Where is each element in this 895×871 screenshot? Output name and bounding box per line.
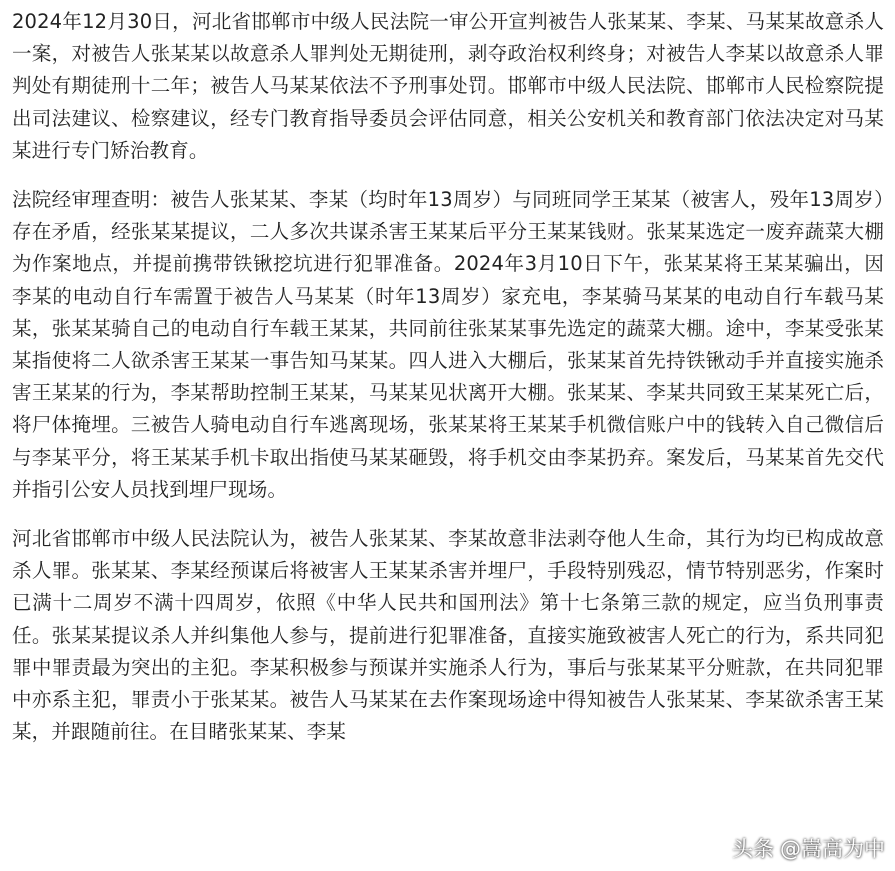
- paragraph-court-opinion: 河北省邯郸市中级人民法院认为，被告人张某某、李某故意非法剥夺他人生命，其行为均已构成故意杀人罪。张某某、李某经预谋后将被害人王某某杀害并埋尸，手段特别残忍，情节特别恶劣，作案时已满十二周岁不满十四周岁，依照《中华人民共和国刑法》第十七条第三款的规定，应当负刑事责任。张某某提议杀人并纠集他人参与，提前进行犯罪准备，直接实施致被害人死亡的行为，系共同犯罪中罪责最为突出的主犯。李某积极参与预谋并实施杀人行为，事后与张某某平分赃款，在共同犯罪中亦系主犯，罪责小于张某某。被告人马某某在去作案现场途中得知被告人张某某、李某欲杀害王某某，并跟随前往。在目睹张某某、李某: [12, 527, 884, 744]
- watermark: [732, 833, 885, 863]
- watermark-handle: @嵩高为中: [780, 837, 885, 861]
- paragraph-verdict: 2024年12月30日，河北省邯郸市中级人民法院一审公开宣判被告人张某某、李某、马某某故意杀人一案，对被告人张某某以故意杀人罪判处无期徒刑，剥夺政治权利终身；对被告人李某以故意杀人罪判处有期徒刑十二年；被告人马某某依法不予刑事处罚。邯郸市中级人民法院、邯郸市人民检察院提出司法建议、检察建议，经专门教育指导委员会评估同意，相关公安机关和教育部门依法决定对马某某进行专门矫治教育。: [12, 10, 884, 162]
- paragraph-facts: 法院经审理查明：被告人张某某、李某（均时年13周岁）与同班同学王某某（被害人，殁年13周岁）存在矛盾，经张某某提议，二人多次共谋杀害王某某后平分王某某钱财。张某某选定一废弃蔬菜大棚为作案地点，并提前携带铁锹挖坑进行犯罪准备。2024年3月10日下午，张某某将王某某骗出，因李某的电动自行车需置于被告人马某某（时年13周岁）家充电，李某骑马某某的电动自行车载马某某，张某某骑自己的电动自行车载王某某，共同前往张某某事先选定的蔬菜大棚。途中，李某受张某某指使将二人欲杀害王某某一事告知马某某。四人进入大棚后，张某某首先持铁锹动手并直接实施杀害王某某的行为，李某帮助控制王某某，马某某见状离开大棚。张某某、李某共同致王某某死亡后，将尸体掩埋。三被告人骑电动自行车逃离现场，张某某将王某某手机微信账户中的钱转入自己微信后与李某平分，将王某某手机卡取出指使马某某砸毁，将手机交由李某扔弃。案发后，马某某首先交代并指引公安人员找到埋尸现场。: [12, 188, 884, 501]
- article-body: [12, 6, 884, 748]
- watermark-source: 头条: [732, 837, 774, 861]
